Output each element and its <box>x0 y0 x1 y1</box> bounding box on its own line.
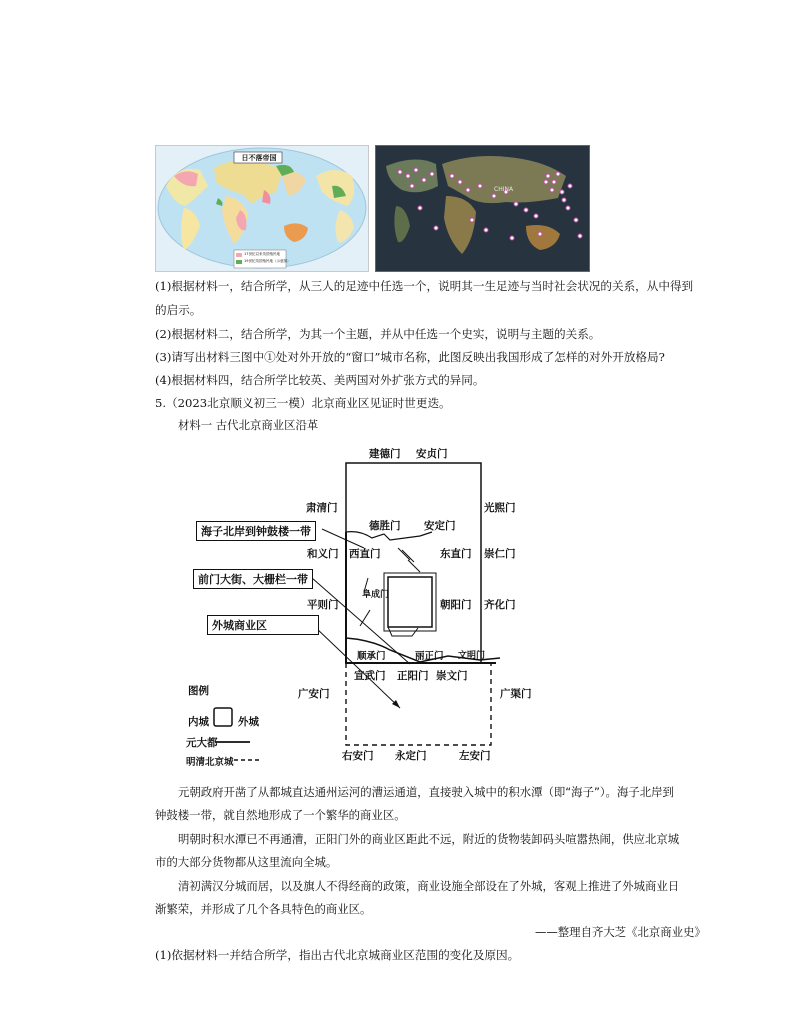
gate-jiande: 建德门 <box>369 448 401 460</box>
source-citation: ——整理自齐大芝《北京商业史》 <box>535 925 706 939</box>
world-map-legend-2: 19世纪英国殖民地（示意图） <box>244 259 291 263</box>
legend-ming-qing: 明清北京城 <box>186 757 234 768</box>
night-map-china-label: CHINA <box>494 186 514 193</box>
question-5-1: (1)依据材料一并结合所学，指出古代北京城商业区范围的变化及原因。 <box>155 948 520 962</box>
gate-guangxi: 光熙门 <box>484 502 516 514</box>
gate-dongzhi: 东直门 <box>440 548 472 560</box>
gate-yongding: 永定门 <box>395 750 427 762</box>
gate-youan: 右安门 <box>342 750 374 762</box>
para-2-line-1: 明朝时积水潭已不再通漕，正阳门外的商业区距此不远，附近的货物装卸码头喧嚣热闹，供应北京城 <box>178 832 680 846</box>
legend-yuan-dadu: 元大都 <box>186 737 218 749</box>
para-3-line-1: 清初满汉分城而居，以及旗人不得经商的政策，商业设施全部设在了外城，客观上推进了外城商业日 <box>178 879 680 893</box>
question-2: (2)根据材料二，结合所学，为其一个主题，并从中任选一个史实，说明与主题的关系。 <box>155 327 601 341</box>
legend-title: 图例 <box>188 685 209 697</box>
area-qianmen-dashilan: 前门大街、大栅栏一带 <box>193 569 313 589</box>
gate-heyi: 和义门 <box>307 548 339 560</box>
gate-guangan: 广安门 <box>298 688 330 700</box>
question-3: (3)请写出材料三图中①处对外开放的“窗口”城市名称，此图反映出我国形成了怎样的对外开放格局? <box>155 350 665 364</box>
gate-guangqu: 广渠门 <box>500 688 532 700</box>
gate-qihua: 齐化门 <box>484 599 516 611</box>
para-3-line-2: 渐繁荣，并形成了几个各具特色的商业区。 <box>155 902 372 916</box>
gate-zuoan: 左安门 <box>459 750 491 762</box>
question-5-stem: 5.（2023北京顺义初三一模）北京商业区见证时世更迭。 <box>155 396 451 410</box>
gate-chaoyang: 朝阳门 <box>440 599 472 611</box>
gate-desheng: 德胜门 <box>369 520 401 532</box>
gate-zhengyang: 正阳门 <box>397 670 429 682</box>
area-haizi-north-bank: 海子北岸到钟鼓楼一带 <box>196 521 316 541</box>
question-4: (4)根据材料四，结合所学比较英、美两国对外扩张方式的异同。 <box>155 373 485 387</box>
gate-xizhi: 西直门 <box>349 548 381 560</box>
gate-suqing: 肃清门 <box>306 502 338 514</box>
gate-chongwen: 崇文门 <box>436 670 468 682</box>
para-1-line-2: 钟鼓楼一带，就自然地形成了一个繁华的商业区。 <box>155 808 406 822</box>
gate-anzhen: 安贞门 <box>416 448 448 460</box>
gate-shunzhi: 顺承门 <box>357 651 386 662</box>
gate-pingze: 平则门 <box>307 599 339 611</box>
gate-fucheng: 阜成门 <box>362 590 390 600</box>
gate-wenming: 文明门 <box>458 651 486 661</box>
gate-xuanwu: 宣武门 <box>354 670 386 682</box>
gate-lizheng: 丽正门 <box>415 651 444 662</box>
legend-outer-city: 外城 <box>238 716 259 728</box>
gate-anding: 安定门 <box>424 520 456 532</box>
area-outer-city-commercial: 外城商业区 <box>207 615 319 635</box>
question-1-line-1: (1)根据材料一，结合所学，从三人的足迹中任选一个，说明其一生足迹与当时社会状况的关系，从中得到 <box>155 279 694 293</box>
question-1-line-2: 的启示。 <box>155 303 202 317</box>
world-map-legend-1: 17世纪以来英国殖民地 <box>244 252 280 256</box>
legend-inner-city: 内城 <box>188 716 209 728</box>
gate-chongren: 崇仁门 <box>484 548 516 560</box>
para-1-line-1: 元朝政府开凿了从都城直达通州运河的漕运通道，直接驶入城中的积水潭（即“海子”）。海子北岸到 <box>178 785 674 799</box>
world-map-title: 日不落帝国 <box>241 154 277 162</box>
material1-title: 材料一 古代北京商业区沿革 <box>178 418 319 432</box>
para-2-line-2: 市的大部分货物都从这里流向全城。 <box>155 855 338 869</box>
